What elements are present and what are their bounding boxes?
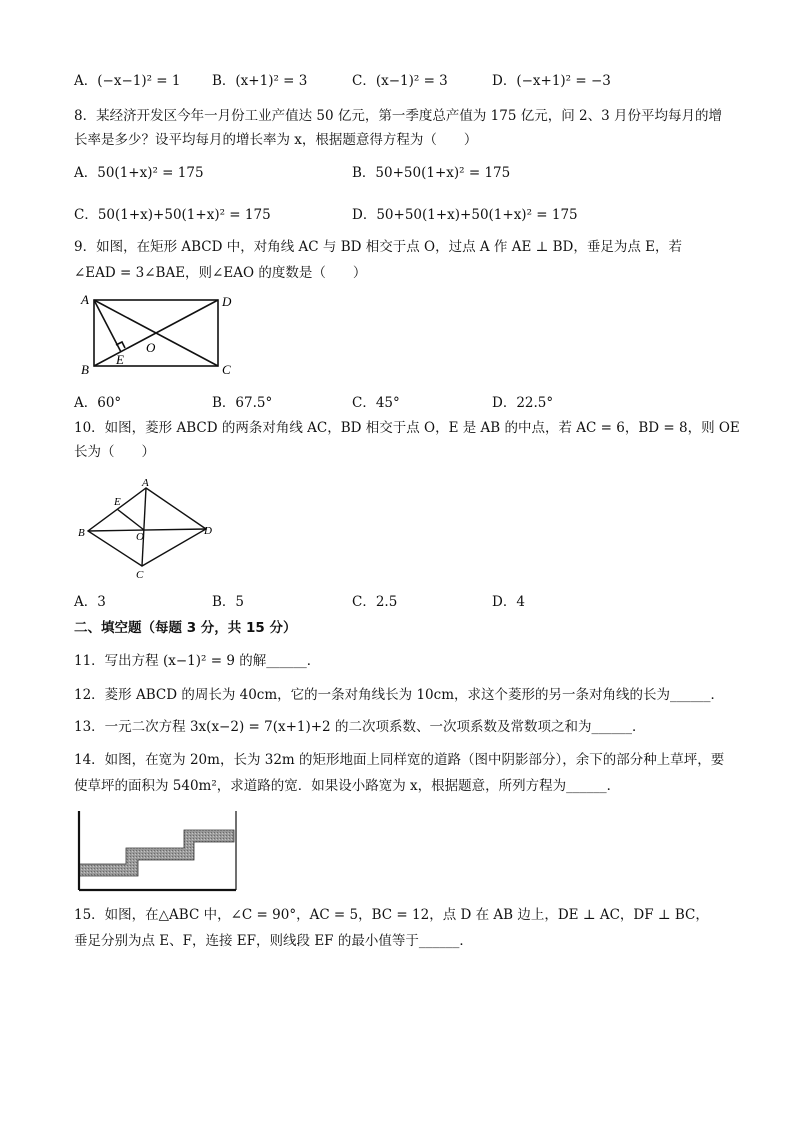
q9-stem-line2: ∠EAD = 3∠BAE，则∠EAO 的度数是（ ）: [74, 265, 367, 281]
q9-option-a: A．60°: [74, 395, 122, 411]
q7-option-d: D．(−x+1)² = −3: [492, 73, 611, 89]
q9-label-d: D: [222, 294, 232, 309]
q10-stem-line2: 长为（ ）: [74, 444, 155, 460]
q8-option-b: B．50+50(1+x)² = 175: [352, 165, 511, 181]
q10-rhombus-figure: [76, 474, 226, 582]
q9-label-o: O: [146, 340, 156, 355]
q10-label-c: C: [136, 569, 144, 581]
q10-label-d: D: [204, 525, 212, 537]
q7-option-b: B．(x+1)² = 3: [212, 73, 308, 89]
q9-label-e: E: [116, 352, 124, 367]
q11-stem: 11．写出方程 (x−1)² = 9 的解______．: [74, 653, 321, 669]
q9-stem-line1: 9．如图，在矩形 ABCD 中，对角线 AC 与 BD 相交于点 O，过点 A 作 AE ⊥ BD，垂足为点 E，若: [74, 239, 682, 255]
q13-stem: 13．一元二次方程 3x(x−2) = 7(x+1)+2 的二次项系数、一次项系数及常数项之和为______．: [74, 719, 646, 735]
q9-rectangle-figure: [76, 290, 246, 380]
q10-option-a: A．3: [74, 594, 106, 610]
q14-path-figure: [76, 808, 240, 892]
q15-stem-line2: 垂足分别为点 E、F，连接 EF，则线段 EF 的最小值等于______．: [74, 933, 473, 949]
q15-stem-line1: 15．如图，在△ABC 中，∠C = 90°，AC = 5，BC = 12，点 D 在 AB 边上，DE ⊥ AC，DF ⊥ BC，: [74, 907, 709, 923]
q9-option-b: B．67.5°: [212, 395, 273, 411]
q14-stem-line1: 14．如图，在宽为 20m，长为 32m 的矩形地面上同样宽的道路（图中阴影部分），余下的部分种上草坪，要: [74, 752, 725, 768]
q10-label-b: B: [78, 527, 85, 539]
section-heading: 二、填空题（每题 3 分，共 15 分）: [74, 620, 297, 636]
q10-label-a: A: [142, 477, 149, 489]
q14-stem-line2: 使草坪的面积为 540m²，求道路的宽．如果设小路宽为 x，根据题意，所列方程为______．: [74, 778, 621, 794]
q8-option-c: C．50(1+x)+50(1+x)² = 175: [74, 207, 271, 223]
q10-label-e: E: [114, 496, 121, 508]
q9-option-d: D．22.5°: [492, 395, 554, 411]
q8-option-d: D．50+50(1+x)+50(1+x)² = 175: [352, 207, 578, 223]
q12-stem: 12．菱形 ABCD 的周长为 40cm，它的一条对角线长为 10cm，求这个菱形的另一条对角线的长为______．: [74, 687, 724, 703]
q8-stem-line1: 8．某经济开发区今年一月份工业产值达 50 亿元，第一季度总产值为 175 亿元，问 2、3 月份平均每月的增: [74, 108, 722, 124]
q10-label-o: O: [136, 531, 144, 543]
q8-option-a: A．50(1+x)² = 175: [74, 165, 204, 181]
q9-option-c: C．45°: [352, 395, 400, 411]
q9-label-b: B: [81, 362, 89, 377]
q8-stem-line2: 长率是多少？设平均每月的增长率为 x，根据题意得方程为（ ）: [74, 132, 478, 148]
q10-option-b: B．5: [212, 594, 245, 610]
q10-stem-line1: 10．如图，菱形 ABCD 的两条对角线 AC，BD 相交于点 O，E 是 AB 的中点，若 AC = 6，BD = 8，则 OE: [74, 420, 740, 436]
q9-label-a: A: [81, 292, 89, 307]
q7-option-c: C．(x−1)² = 3: [352, 73, 448, 89]
q9-label-c: C: [222, 362, 231, 377]
q10-option-c: C．2.5: [352, 594, 398, 610]
q7-option-a: A．(−x−1)² = 1: [74, 73, 181, 89]
q10-option-d: D．4: [492, 594, 525, 610]
